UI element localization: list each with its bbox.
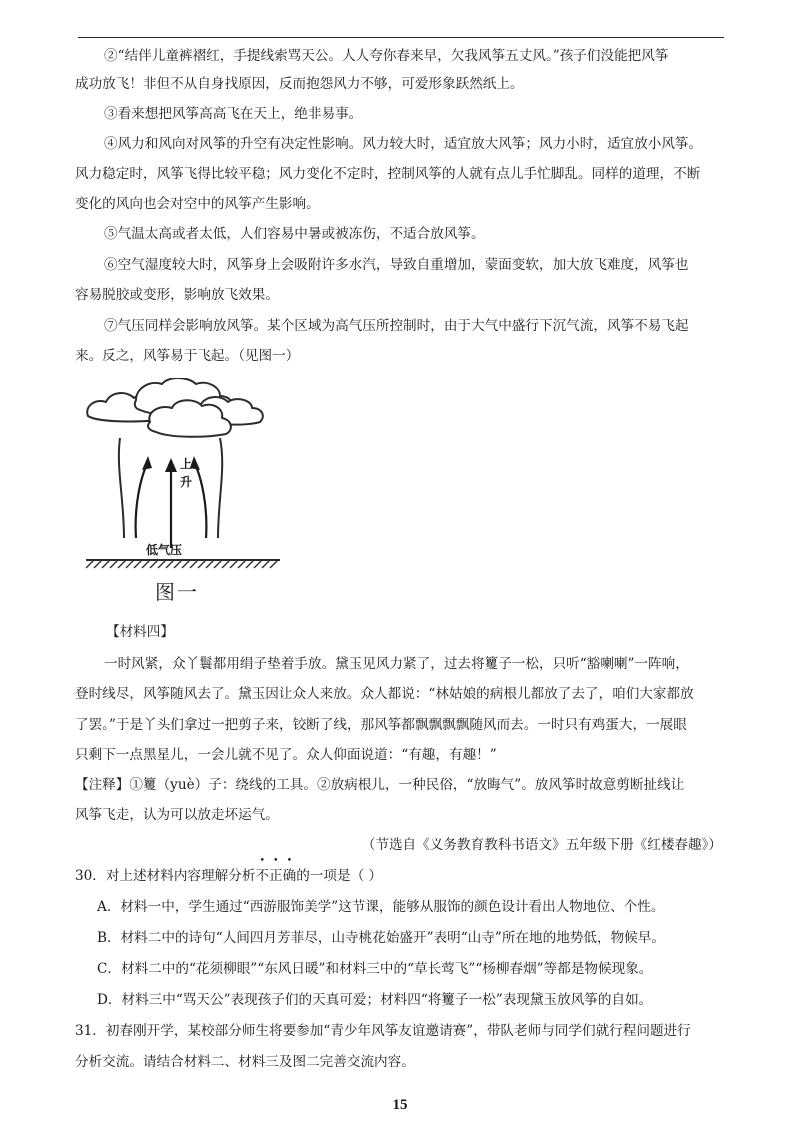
- emphasis-char-1: • 不: [255, 856, 270, 884]
- question-30-option-c: C．材料二中的“花须柳眼”“东风日暖”和材料三中的“草长莺飞”“杨柳春烟”等都是物候现象。: [97, 961, 653, 977]
- emphasis-char-2: • 正: [269, 856, 283, 884]
- material-4-note-line-2: 风筝飞走，认为可以放走坏运气。: [75, 807, 279, 823]
- paragraph-3-line-1: ③看来想把风筝高高飞在天上，绝非易事。: [104, 106, 363, 122]
- paragraph-2-line-1: ②“结伴儿童裤褶红，手提线索骂天公。人人夸你春来早，欠我风筝五丈风。”孩子们没能把风筝: [104, 48, 669, 64]
- paragraph-4-line-1: ④风力和风向对风筝的升空有决定性影响。风力较大时，适宜放大风筝；风力小时，适宜放小风筝。: [104, 136, 703, 152]
- cloud-icon: [87, 378, 263, 437]
- question-30-option-a: A．材料一中，学生通过“西游服饰美学”这节课，能够从服饰的颜色设计看出人物地位、个性。: [97, 899, 665, 915]
- low-pressure-diagram: [80, 378, 290, 608]
- question-30-option-d: D．材料三中“骂天公”表现孩子们的天真可爱；材料四“将籰子一松”表现黛玉放风筝的自如。: [97, 992, 653, 1008]
- updraft-arrows: [136, 462, 207, 548]
- emphasis-char-3: • 确: [282, 856, 297, 884]
- question-30-stem-after: 的一项是（ ）: [296, 868, 383, 884]
- material-4-line-1: 一时风紧，众丫鬟都用绢子垫着手放。黛玉见风力紧了，过去将籰子一松，只听“豁喇喇”一阵响，: [104, 656, 689, 672]
- paragraph-6-line-2: 容易脱胶或变形，影响放飞效果。: [75, 287, 279, 303]
- question-30-option-b: B．材料二中的诗句“人间四月芳菲尽，山寺桃花始盛开”表明“山寺”所在地的地势低，物候早。: [97, 930, 665, 946]
- question-30-stem: [75, 856, 383, 884]
- label-rise-bottom: 升: [180, 475, 193, 489]
- material-4-line-2: 登时线尽，风筝随风去了。黛玉因让众人来放。众人都说：“林姑娘的病根儿都放了去了，咱们大家都放: [75, 686, 694, 702]
- paragraph-5-line-1: ⑤气温太高或者太低，人们容易中暑或被冻伤，不适合放风筝。: [104, 226, 485, 242]
- question-31-line-2: 分析交流。请结合材料二、材料三及图二完善交流内容。: [75, 1054, 415, 1070]
- paragraph-4-line-2: 风力稳定时，风筝飞得比较平稳；风力变化不定时，控制风筝的人就有点儿手忙脚乱。同样的道理，不断: [75, 166, 701, 182]
- paragraph-4-line-3: 变化的风向也会对空中的风筝产生影响。: [75, 196, 320, 212]
- paragraph-6-line-1: ⑥空气湿度较大时，风筝身上会吸附许多水汽，导致自重增加，蒙面变软，加大放飞难度，风筝也: [104, 257, 689, 273]
- paragraph-7-line-2: 来。反之，风筝易于飞起。（见图一）: [75, 348, 300, 364]
- label-rise-top: 上: [180, 457, 193, 471]
- material-4-line-3: 了罢。”于是丫头们拿过一把剪子来，铰断了线，那风筝都飘飘飘飘随风而去。一时只有鸡蛋大，一展眼: [75, 717, 687, 733]
- figure-caption: 图一: [155, 580, 199, 604]
- ground-hatch: [86, 560, 278, 568]
- material-4-line-4: 只剩下一点黑星儿，一会儿就不见了。众人仰面说道：“有趣，有趣！”: [75, 747, 497, 763]
- paragraph-7-line-1: ⑦气压同样会影响放风筝。某个区域为高气压所控制时，由于大气中盛行下沉气流，风筝不易飞起: [104, 318, 689, 334]
- label-low-pressure: 低气压: [146, 543, 183, 557]
- paragraph-2-line-2: 成功放飞！非但不从自身找原因，反而抱怨风力不够，可爱形象跃然纸上。: [75, 76, 524, 92]
- material-4-heading: 【材料四】: [106, 624, 174, 640]
- question-31-line-1: 31．初春刚开学，某校部分师生将要参加“青少年风筝友谊邀请赛”，带队老师与同学们就行程问题进行: [75, 1023, 691, 1039]
- top-rule: [78, 37, 724, 38]
- material-4-note-line-1: 【注释】①籰（yuè）子：绕线的工具。②放病根儿，一种民俗，“放晦气”。放风筝时故意剪断扯线让: [75, 777, 685, 793]
- material-4-source: （节选自《义务教育教科书语文》五年级下册《红楼春趣》）: [361, 837, 722, 853]
- page-number: 15: [392, 1097, 408, 1113]
- question-30-stem-before: 30．对上述材料内容理解分析: [75, 868, 256, 884]
